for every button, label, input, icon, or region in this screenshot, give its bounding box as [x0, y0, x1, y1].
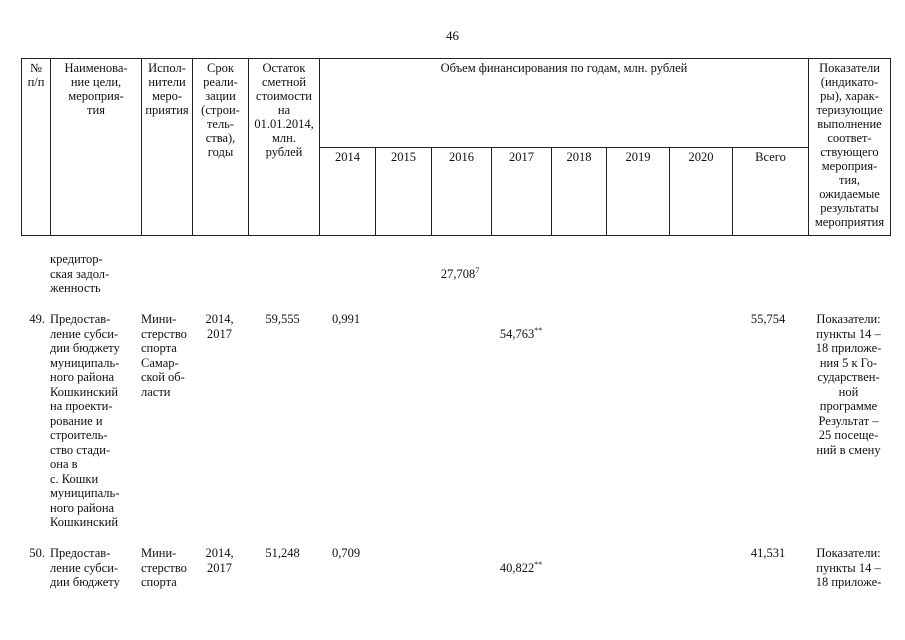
- row-49-2017: [491, 312, 551, 341]
- row-50-num: 50.: [29, 546, 45, 560]
- row-0-2016: [430, 252, 490, 281]
- page-number: 46: [446, 28, 459, 43]
- row-0-2016-footnote: 7: [475, 265, 480, 275]
- row-50-2017-value: 40,822: [499, 560, 535, 575]
- header-year-2016: 2016: [432, 147, 492, 236]
- header-year-2014: 2014: [320, 147, 376, 236]
- row-50-indicators: Показатели: пункты 14 – 18 приложе-: [815, 546, 882, 589]
- header-year-2018: 2018: [552, 147, 607, 236]
- header-year-2019: 2019: [607, 147, 670, 236]
- row-49-total: 55,754: [750, 312, 786, 326]
- row-49-remainder: 59,555: [265, 312, 300, 326]
- row-49-indicators: Показатели: пункты 14 – 18 приложе- ния 5 к Го- сударствен- ной программе Результат – 25 посеще- ний в смену: [815, 312, 882, 457]
- header-year-2015: 2015: [376, 147, 432, 236]
- row-49-name: Предостав- ление субси- дии бюджету муниципаль- ного района Кошкинский на проекти- рование и строитель- ство стади- она в с. Кошки муниципаль- ного района Кошкинский: [50, 312, 120, 529]
- header-total: Всего: [733, 147, 809, 236]
- row-0-2016-value: 27,708: [440, 266, 476, 281]
- row-50-total: 41,531: [750, 546, 786, 560]
- header-executor: Испол- нители меро- приятия: [142, 59, 193, 236]
- row-50-2017: [491, 546, 551, 575]
- header-term: Срок реали- зации (строи- тель- ства), годы: [193, 59, 249, 236]
- header-name: Наименова- ние цели, мероприя- тия: [51, 59, 142, 236]
- header-funding: Объем финансирования по годам, млн. рублей: [320, 59, 809, 148]
- header-year-2020: 2020: [670, 147, 733, 236]
- row-49-2017-value: 54,763: [499, 326, 535, 341]
- row-50-executor: Мини- стерство спорта: [141, 546, 187, 589]
- row-49-num: 49.: [29, 312, 45, 326]
- row-49-executor: Мини- стерство спорта Самар- ской об- ласти: [141, 312, 187, 399]
- header-indicators: Показатели (индикато- ры), харак- теризующие выполнение соответ- ствующего мероприя- тия, ожидаемые результаты мероприятия: [809, 59, 891, 236]
- row-49-term: 2014, 2017: [205, 312, 234, 341]
- row-50-2017-footnote: **: [534, 559, 543, 569]
- row-50-name: Предостав- ление субси- дии бюджету: [50, 546, 120, 589]
- row-49-2014: 0,991: [331, 312, 361, 326]
- header-remainder: Остаток сметной стоимости на 01.01.2014, млн. рублей: [249, 59, 320, 236]
- header-year-2017: 2017: [492, 147, 552, 236]
- row-50-term: 2014, 2017: [205, 546, 234, 575]
- row-50-remainder: 51,248: [265, 546, 300, 560]
- header-num: № п/п: [22, 59, 51, 236]
- row-50-2014: 0,709: [331, 546, 361, 560]
- row-49-2017-footnote: **: [534, 325, 543, 335]
- row-0-name: кредитор- ская задол- женность: [50, 252, 110, 295]
